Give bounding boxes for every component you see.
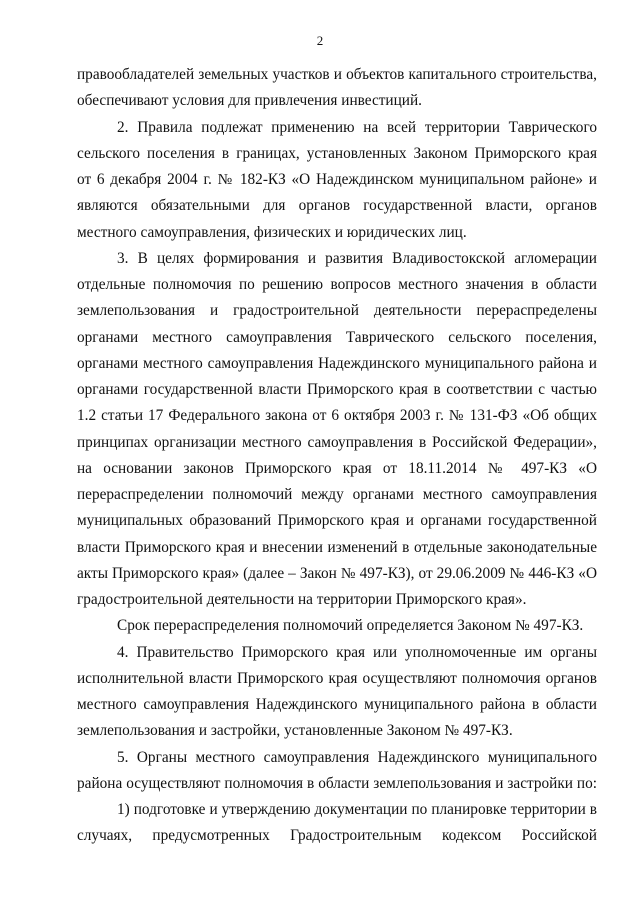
text-line: местного самоуправления Надеждинского муниципального района в области	[77, 696, 597, 713]
text-line: принципах организации местного самоуправления в Российской Федерации»,	[77, 433, 597, 451]
text-line: сельского поселения в границах, установленных Законом Приморского края	[77, 144, 597, 162]
text-line: акты Приморского края» (далее – Закон № 497-КЗ), от 29.06.2009 № 446-КЗ «О	[77, 564, 597, 582]
text-line: на основании законов Приморского края от 18.11.2014 № 497-КЗ «О	[77, 459, 597, 477]
text-line: исполнительной власти Приморского края осуществляют полномочия органов	[77, 669, 597, 687]
text-line: перераспределении полномочий между органами местного самоуправления	[77, 486, 597, 503]
text-line: местного самоуправления, физических и юридических лиц.	[77, 223, 467, 241]
text-line: градостроительной деятельности на территории Приморского края».	[77, 591, 527, 608]
text-line: 5. Органы местного самоуправления Надеждинского муниципального	[117, 748, 597, 766]
text-line: землепользования и застройки, установленные Законом № 497-КЗ.	[77, 722, 513, 740]
text-line: 2. Правила подлежат применению на всей территории Таврического	[117, 118, 597, 136]
text-line: являются обязательными для органов государственной власти, органов	[77, 197, 597, 215]
text-line: 4. Правительство Приморского края или уполномоченные им органы	[117, 643, 597, 661]
text-line: органами местного самоуправления Таврического сельского поселения,	[77, 328, 597, 346]
document-body	[77, 62, 597, 850]
text-line: отдельные полномочия по решению вопросов местного значения в области	[77, 276, 597, 293]
text-line: землепользования и градостроительной деятельности перераспределены	[77, 302, 597, 320]
text-line: органами государственной власти Приморского края в соответствии с частью	[77, 381, 597, 398]
text-line: от 6 декабря 2004 г. № 182-КЗ «О Надеждинском муниципальном районе» и	[77, 171, 597, 188]
text-line: района осуществляют полномочия в области землепользования и застройки по:	[77, 774, 597, 792]
text-line: органами местного самоуправления Надеждинского муниципального района и	[77, 354, 597, 372]
text-line: обеспечивают условия для привлечения инвестиций.	[77, 92, 422, 110]
text-line: 1) подготовке и утверждению документации по планировке территории в	[117, 801, 597, 818]
text-line: 3. В целях формирования и развития Владивостокской агломерации	[117, 249, 597, 267]
text-line: 1.2 статьи 17 Федерального закона от 6 октября 2003 г. № 131-ФЗ «Об общих	[77, 407, 597, 425]
text-line: правообладателей земельных участков и объектов капитального строительства,	[77, 66, 597, 83]
text-line: случаях, предусмотренных Градостроительным кодексом Российской	[77, 827, 597, 845]
text-line: муниципальных образований Приморского края и органами государственной	[77, 512, 597, 530]
page-number: 2	[316, 33, 324, 48]
text-line: власти Приморского края и внесении изменений в отдельные законодательные	[77, 538, 597, 556]
text-line: Срок перераспределения полномочий определяется Законом № 497-КЗ.	[117, 617, 584, 635]
